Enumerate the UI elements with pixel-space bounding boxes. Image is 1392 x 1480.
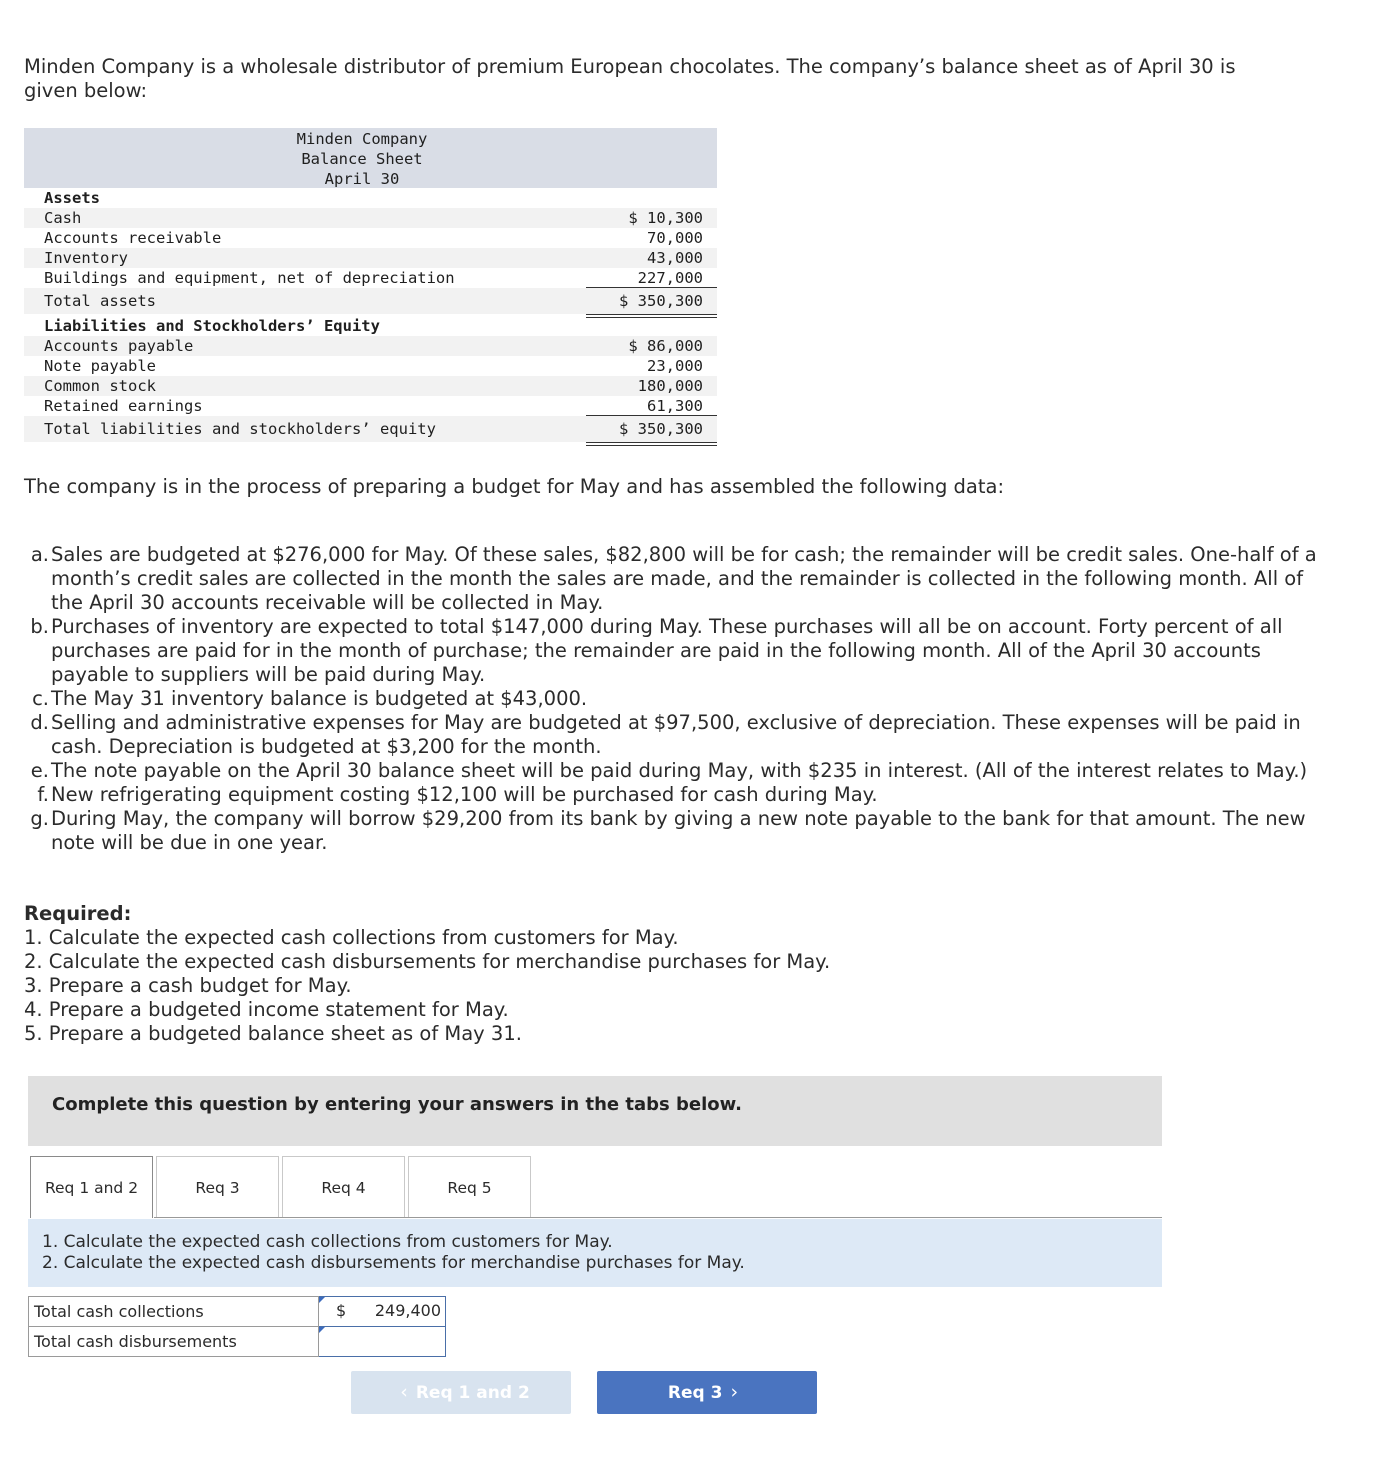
list-item [24,543,1324,615]
chevron-right-icon: › [730,1381,739,1403]
input-flag-icon [319,1327,325,1333]
row-amount: 180,000 [637,377,703,395]
item-text: New refrigerating equipment costing $12,100 will be purchased for cash during May. [51,783,878,806]
row-amount: 70,000 [647,229,703,247]
double-underline [586,442,717,446]
item-text: During May, the company will borrow $29,200 from its bank by giving a new note payable to the bank for that amount. The new note will be due in one year. [51,807,1306,854]
list-item [24,807,1324,855]
prev-label: Req 1 and 2 [415,1383,530,1403]
answer-label: Total cash disbursements [29,1327,319,1357]
row-label: Accounts payable [44,337,194,355]
question-line: 2. Calculate the expected cash disbursements for merchandise purchases for May. [42,1253,745,1273]
balance-sheet-header [24,128,717,188]
required-section [24,902,830,1046]
row-amount: 61,300 [647,397,703,415]
next-button[interactable] [597,1371,817,1414]
input-flag-icon [319,1297,325,1303]
tab-req-3[interactable]: Req 3 [156,1156,279,1218]
row-amount: $ 10,300 [628,209,703,227]
tab-divider [154,1217,1162,1218]
table-row [24,396,717,416]
list-item [24,711,1324,759]
list-item [24,687,1324,711]
row-label: Cash [44,209,82,227]
question-line: 1. Calculate the expected cash collections from customers for May. [42,1232,613,1252]
table-row [29,1327,446,1357]
row-amount: $ 86,000 [628,337,703,355]
row-label: Retained earnings [44,397,203,415]
tab-req-1-and-2[interactable]: Req 1 and 2 [30,1156,153,1218]
cash-disbursements-input[interactable] [319,1327,446,1357]
question-box [28,1219,1162,1287]
row-label: Inventory [44,249,128,267]
row-amount: $ 350,300 [619,292,703,310]
statement-title: Balance Sheet [301,150,423,168]
item-text: Selling and administrative expenses for May are budgeted at $97,500, exclusive of depreciation. These expenses will be paid in cash. Depreciation is budgeted at $3,200 for the month. [51,711,1301,758]
row-amount: $ 350,300 [619,420,703,438]
row-label: Total assets [44,292,156,310]
required-item: 1. Calculate the expected cash collections from customers for May. [24,926,679,949]
table-row [29,1297,446,1327]
tab-req-5[interactable]: Req 5 [408,1156,531,1218]
table-row [24,228,717,248]
assets-heading-row [24,188,717,208]
row-label: Accounts receivable [44,229,222,247]
table-row [24,268,717,288]
item-text: The note payable on the April 30 balance sheet will be paid during May, with $235 in interest. (All of the interest relates to May.) [51,759,1308,782]
table-row [24,208,717,228]
item-marker: a. [30,543,49,566]
tab-req-4[interactable]: Req 4 [282,1156,405,1218]
company-name: Minden Company [296,130,428,148]
chevron-left-icon: ‹ [400,1381,408,1403]
balance-sheet [24,128,717,442]
required-item: 3. Prepare a cash budget for May. [24,974,352,997]
item-marker: b. [30,615,49,638]
row-amount: 23,000 [647,357,703,375]
item-marker: g. [30,807,49,830]
row-label: Buildings and equipment, net of depreciation [44,269,455,287]
table-row [24,376,717,396]
row-amount: 227,000 [637,269,703,287]
prev-button[interactable] [351,1371,571,1414]
row-label: Total liabilities and stockholders’ equity [44,420,436,438]
liabilities-heading: Liabilities and Stockholders’ Equity [44,317,380,335]
intro-paragraph: Minden Company is a wholesale distributor of premium European chocolates. The company’s balance sheet as of April 30 is given below: [24,55,1236,102]
statement-date: April 30 [324,170,400,188]
row-amount: 43,000 [647,249,703,267]
required-heading: Required: [24,902,132,925]
input-value: 249,400 [374,1301,441,1320]
list-item [24,759,1324,783]
instructions-banner [28,1076,1162,1146]
cash-collections-input[interactable] [319,1297,446,1327]
required-item: 5. Prepare a budgeted balance sheet as of May 31. [24,1022,522,1045]
next-label: Req 3 [667,1383,723,1403]
row-label: Note payable [44,357,156,375]
banner-text: Complete this question by entering your answers in the tabs below. [52,1094,742,1115]
total-liabilities-row [24,416,717,442]
required-item: 2. Calculate the expected cash disbursements for merchandise purchases for May. [24,950,831,973]
table-row [24,356,717,376]
table-row [24,248,717,268]
table-row [24,336,717,356]
list-item [24,615,1324,687]
budget-data-list [24,543,1324,855]
list-item [24,783,1324,807]
item-marker: c. [32,687,49,710]
liabilities-heading-row [24,316,717,336]
item-marker: e. [30,759,49,782]
total-assets-row [24,288,717,314]
answer-table [28,1296,446,1357]
data-intro: The company is in the process of preparing a budget for May and has assembled the following data: [24,475,1005,498]
answer-label: Total cash collections [29,1297,319,1327]
item-marker: f. [37,783,49,806]
item-text: Purchases of inventory are expected to total $147,000 during May. These purchases will all be on account. Forty percent of all purchases are paid for in the month of purchase; the remainder are paid in the following month. All of the April 30 accounts payable to suppliers will be paid during May. [51,615,1283,686]
currency-symbol: $ [336,1301,347,1320]
row-label: Common stock [44,377,156,395]
assets-heading: Assets [44,189,100,207]
required-item: 4. Prepare a budgeted income statement for May. [24,998,509,1021]
item-marker: d. [30,711,49,734]
item-text: Sales are budgeted at $276,000 for May. Of these sales, $82,800 will be for cash; the remainder will be credit sales. One-half of a month’s credit sales are collected in the month the sales are made, and the remainder is collected in the following month. All of the April 30 accounts receivable will be collected in May. [51,543,1317,614]
item-text: The May 31 inventory balance is budgeted at $43,000. [51,687,588,710]
